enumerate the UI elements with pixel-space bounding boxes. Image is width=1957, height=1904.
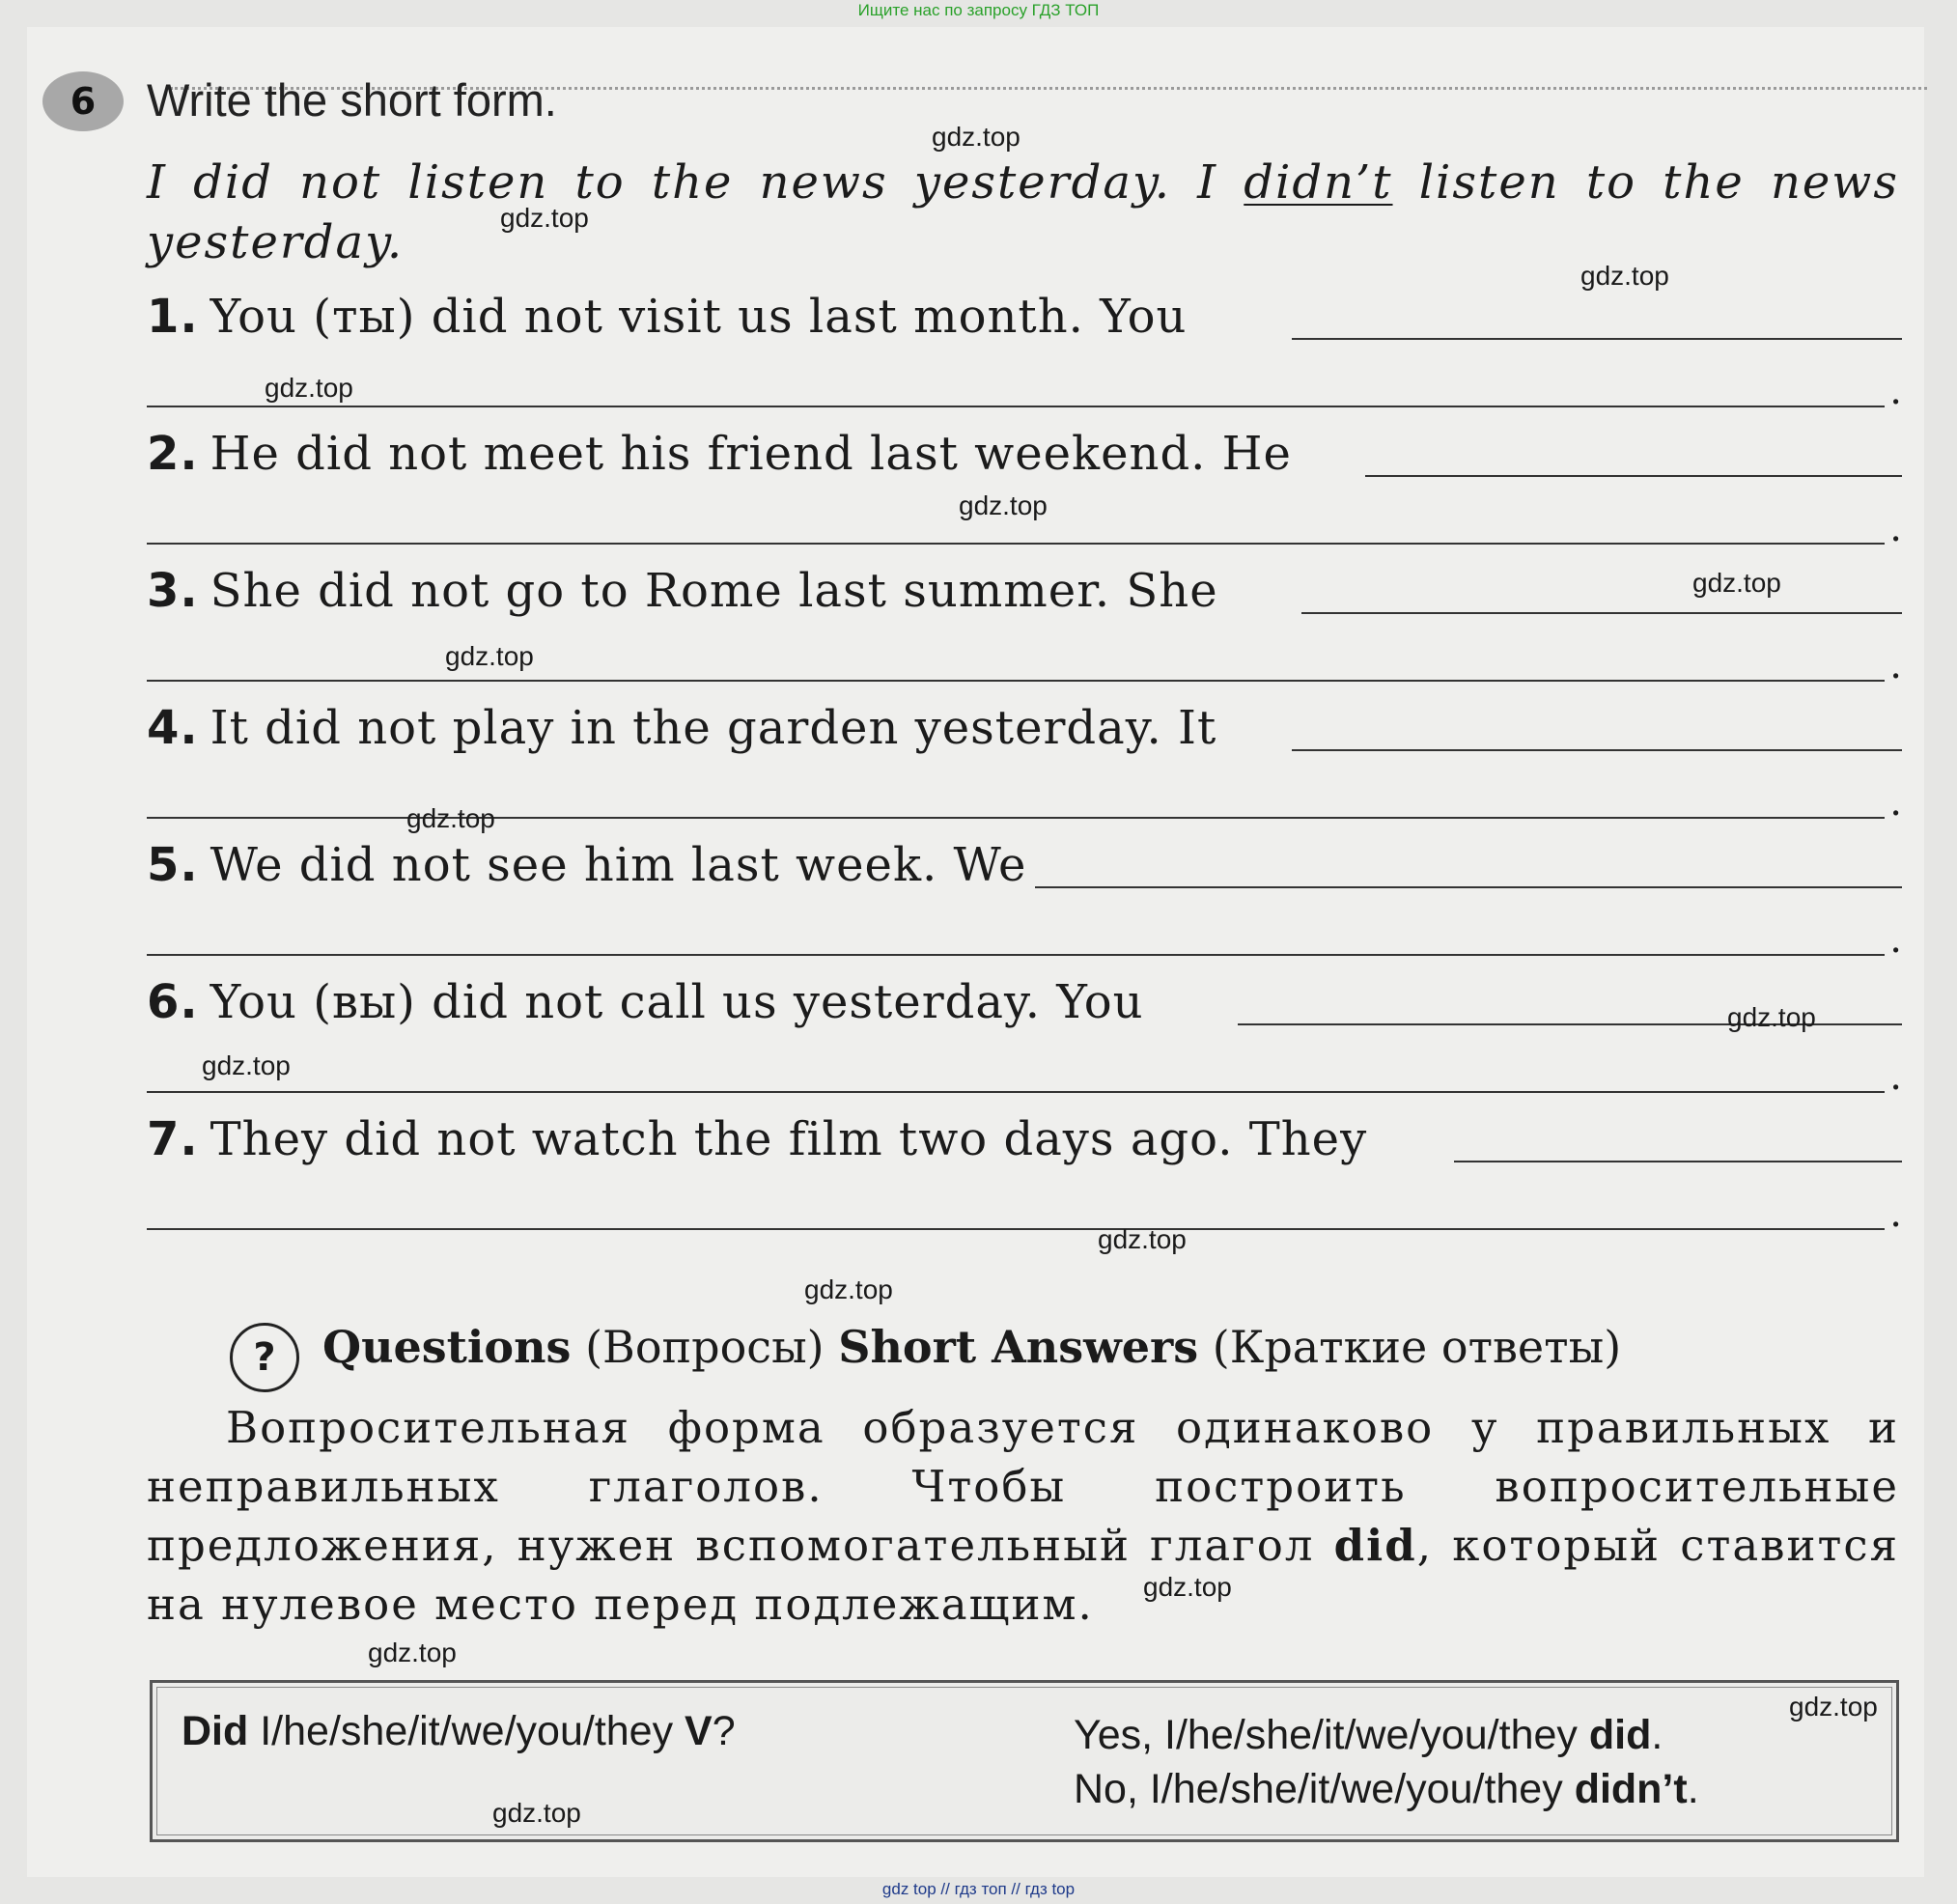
exercise-item: 5. We did not see him last week. We .: [147, 838, 1902, 962]
answer-line[interactable]: [1454, 1161, 1902, 1162]
short-answers: Yes, I/he/she/it/we/you/they did. No, I/he/she/it/we/you/they didn’t.: [1074, 1712, 1699, 1812]
answer-line[interactable]: [147, 543, 1885, 545]
watermark: gdz.top: [500, 203, 589, 233]
watermark: gdz.top: [959, 490, 1048, 520]
section-heading: Questions (Вопросы) Short Answers (Краткие ответы): [322, 1321, 1622, 1373]
explanation-paragraph: Вопросительная форма образуется одинаково у правильных и неправильных глаголов. Чтобы построить вопросительные предложения, нужен вспомогательный глагол did, который ставится на нулевое место перед подлежащим.: [147, 1402, 1899, 1630]
exercise-item: 7. They did not watch the film two days ago. They .: [147, 1112, 1902, 1236]
exercise-item: 6. You (вы) did not call us yesterday. You .: [147, 975, 1902, 1099]
watermark: gdz.top: [445, 641, 534, 671]
answer-line[interactable]: [147, 1091, 1885, 1093]
answer-line[interactable]: [1301, 612, 1902, 614]
answer-line[interactable]: [147, 680, 1885, 682]
watermark: gdz.top: [1727, 1002, 1816, 1032]
exercise-item: 2. He did not meet his friend last weekend. He .: [147, 427, 1902, 550]
exercise-item: 1. You (ты) did not visit us last month. You .: [147, 290, 1902, 413]
watermark: gdz.top: [1789, 1692, 1878, 1722]
watermark: gdz.top: [1692, 568, 1781, 598]
example-underlined-word: didn’t: [1244, 155, 1393, 210]
grammar-rule-box: [150, 1680, 1899, 1842]
answer-line[interactable]: [1365, 475, 1902, 477]
exercise-item: 3. She did not go to Rome last summer. She .: [147, 564, 1902, 687]
watermark: gdz.top: [1580, 261, 1669, 291]
answer-line[interactable]: [1292, 749, 1902, 751]
question-mark-icon: ?: [230, 1323, 299, 1392]
watermark: gdz.top: [202, 1050, 291, 1080]
watermark: gdz.top: [804, 1274, 893, 1304]
watermark: gdz.top: [265, 373, 353, 403]
question-pattern: Did I/he/she/it/we/you/they V?: [182, 1708, 736, 1754]
watermark: gdz.top: [1098, 1224, 1187, 1254]
answer-line[interactable]: [1292, 338, 1902, 340]
answer-line[interactable]: [147, 1228, 1885, 1230]
watermark: gdz.top: [406, 803, 495, 833]
exercise-number-badge: 6: [42, 71, 124, 131]
top-banner: Ищите нас по запросу ГДЗ ТОП: [857, 1, 1100, 19]
exercise-item: 4. It did not play in the garden yesterday. It .: [147, 701, 1902, 825]
watermark: gdz.top: [492, 1798, 581, 1828]
watermark: gdz.top: [1143, 1572, 1232, 1602]
answer-line[interactable]: [1035, 886, 1902, 888]
watermark: gdz.top: [368, 1638, 457, 1667]
exercise-instruction: Write the short form.: [147, 74, 557, 126]
bottom-banner: gdz top // гдз топ // гдз top: [881, 1880, 1076, 1898]
answer-line[interactable]: [147, 406, 1885, 407]
watermark: gdz.top: [932, 122, 1020, 152]
answer-line[interactable]: [147, 954, 1885, 956]
example-sentence: I did not listen to the news yesterday. I didn’t listen to the news yesterday.: [147, 155, 1899, 269]
